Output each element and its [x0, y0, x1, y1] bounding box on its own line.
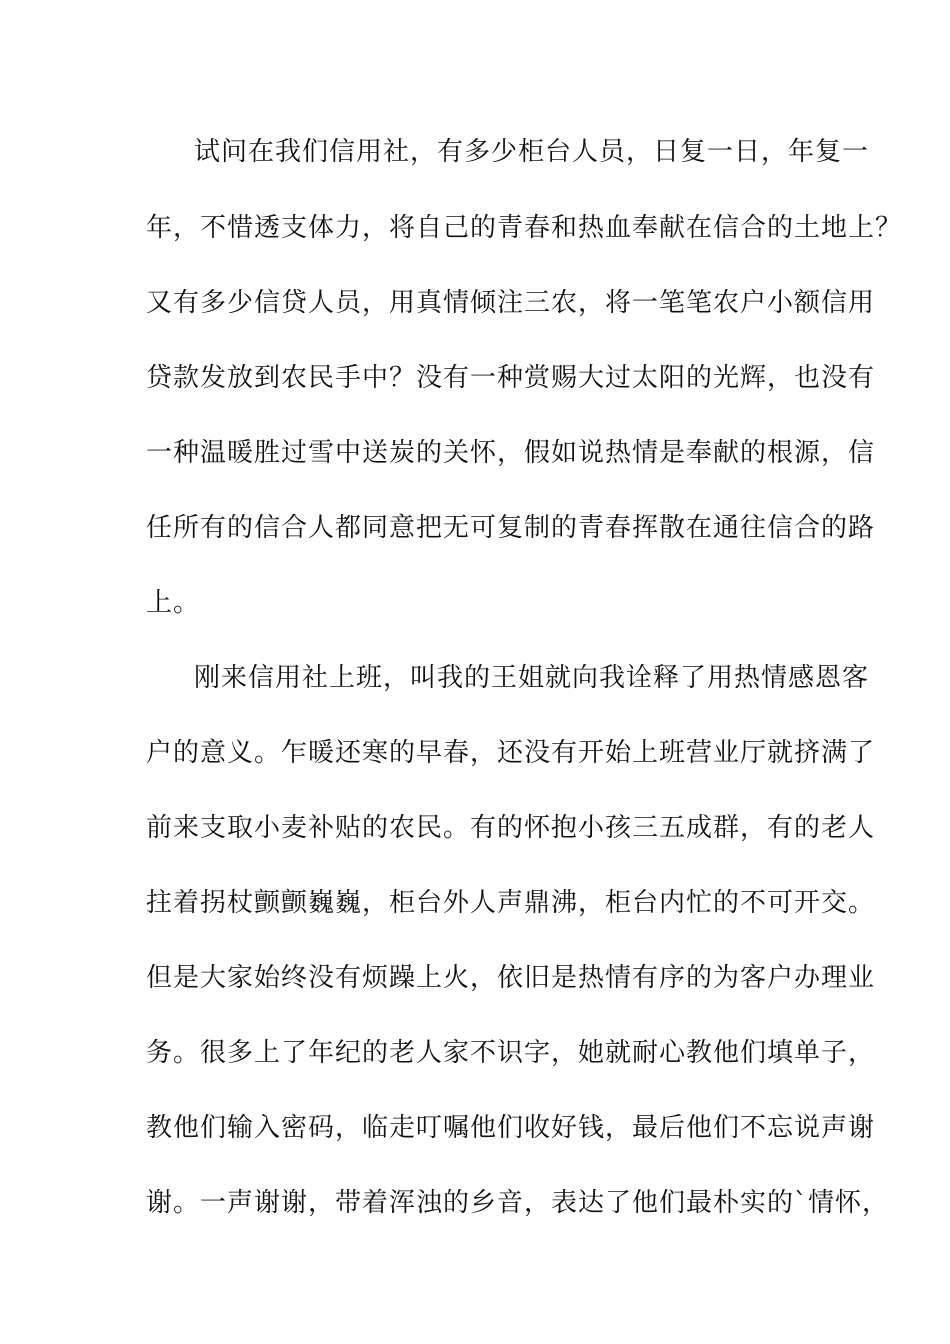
- paragraph-1-line-3: 又有多少信贷人员，用真情倾注三农，将一笔笔农户小额信用: [146, 288, 876, 318]
- paragraph-2-line-6: 务。很多上了年纪的老人家不识字，她就耐心教他们填单子，: [146, 1038, 876, 1068]
- paragraph-2-line-3: 前来支取小麦补贴的农民。有的怀抱小孩三五成群，有的老人: [146, 813, 876, 843]
- paragraph-2-line-2: 户的意义。乍暖还寒的早春，还没有开始上班营业厅就挤满了: [146, 738, 876, 768]
- paragraph-2-line-4: 拄着拐杖颤颤巍巍，柜台外人声鼎沸，柜台内忙的不可开交。: [146, 888, 876, 918]
- paragraph-1-line-6: 任所有的信合人都同意把无可复制的青春挥散在通往信合的路: [146, 513, 876, 543]
- paragraph-1-line-2: 年，不惜透支体力，将自己的青春和热血奉献在信合的土地上？: [146, 213, 903, 243]
- paragraph-2-line-8: 谢。一声谢谢，带着浑浊的乡音，表达了他们最朴实的`情怀，: [146, 1188, 890, 1218]
- paragraph-2-line-5: 但是大家始终没有烦躁上火，依旧是热情有序的为客户办理业: [146, 963, 876, 993]
- paragraph-1-line-5: 一种温暖胜过雪中送炭的关怀，假如说热情是奉献的根源，信: [146, 438, 876, 468]
- paragraph-1-line-7: 上。: [146, 588, 201, 618]
- paragraph-2-line-1: 刚来信用社上班，叫我的王姐就向我诠释了用热情感恩客: [194, 663, 870, 693]
- paragraph-2-line-7: 教他们输入密码，临走叮嘱他们收好钱，最后他们不忘说声谢: [146, 1113, 876, 1143]
- paragraph-1-line-1: 试问在我们信用社，有多少柜台人员，日复一日，年复一: [194, 137, 870, 167]
- paragraph-1-line-4: 贷款发放到农民手中？没有一种赏赐大过太阳的光辉，也没有: [146, 363, 876, 393]
